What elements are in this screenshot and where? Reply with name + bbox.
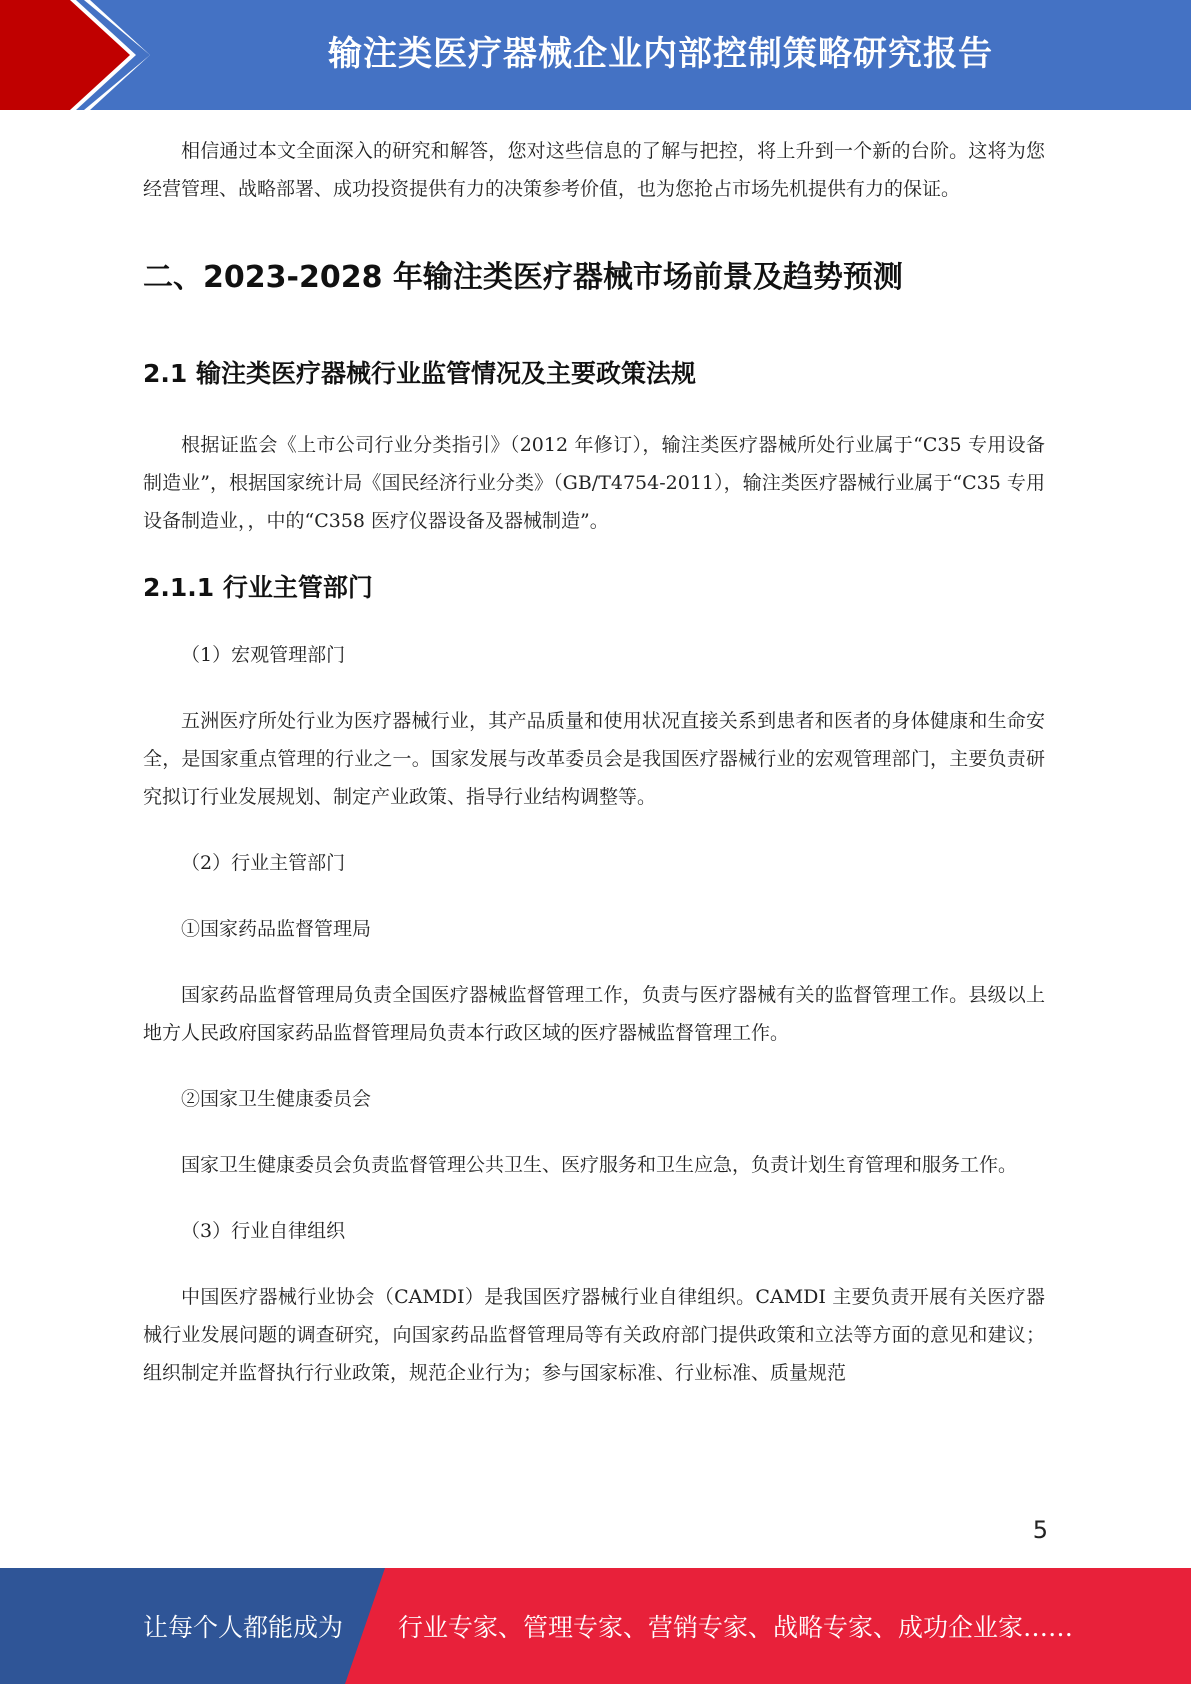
item-label-industry-dept: （2）行业主管部门 [181, 852, 346, 874]
item-text-self-regulation: 中国医疗器械行业协会（CAMDI）是我国医疗器械行业自律组织。CAMDI 主要负责开展有关医疗器械行业发展问题的调查研究，向国家药品监督管理局等有关政府部门提供政策和立法等方面的意见和建议；组织制定并监督执行行业政策，规范企业行为；参与国家标准、行业标准、质量规范 [143, 1286, 1045, 1384]
intro-paragraph: 相信通过本文全面深入的研究和解答，您对这些信息的了解与把控，将上升到一个新的台阶。这将为您经营管理、战略部署、成功投资提供有力的决策参考价值，也为您抢占市场先机提供有力的保证。 [143, 140, 1045, 200]
page-number: 5 [1032, 1516, 1048, 1544]
item-label-macro-dept: （1）宏观管理部门 [181, 644, 346, 666]
page-footer [0, 1568, 1191, 1684]
item-label-nhc: ②国家卫生健康委员会 [181, 1088, 372, 1110]
section-2-heading: 二、2023-2028 年输注类医疗器械市场前景及趋势预测 [143, 260, 903, 295]
report-title: 输注类医疗器械企业内部控制策略研究报告 [328, 34, 993, 74]
item-label-nmpa: ①国家药品监督管理局 [181, 918, 372, 940]
footer-slogan-right: 行业专家、管理专家、营销专家、战略专家、成功企业家…… [398, 1613, 1074, 1642]
page-content [143, 132, 1045, 1392]
item-text-macro-dept: 五洲医疗所处行业为医疗器械行业，其产品质量和使用状况直接关系到患者和医者的身体健康和生命安全，是国家重点管理的行业之一。国家发展与改革委员会是我国医疗器械行业的宏观管理部门，主要负责研究拟订行业发展规划、制定产业政策、指导行业结构调整等。 [143, 710, 1045, 808]
section-2-1-paragraph: 根据证监会《上市公司行业分类指引》（2012 年修订），输注类医疗器械所处行业属于“C35 专用设备制造业”，根据国家统计局《国民经济行业分类》（GB/T4754-2011），输注类医疗器械行业属于“C35 专用设备制造业，，中的“C358 医疗仪器设备及器械制造”。 [143, 434, 1045, 532]
item-text-nhc: 国家卫生健康委员会负责监督管理公共卫生、医疗服务和卫生应急，负责计划生育管理和服务工作。 [181, 1154, 1018, 1176]
footer-slogan-left: 让每个人都能成为 [143, 1613, 344, 1642]
section-2-1-heading: 2.1 输注类医疗器械行业监管情况及主要政策法规 [143, 359, 696, 388]
page-header [0, 0, 1191, 110]
item-label-self-regulation: （3）行业自律组织 [181, 1220, 346, 1242]
section-2-1-1-heading: 2.1.1 行业主管部门 [143, 573, 373, 602]
item-text-nmpa: 国家药品监督管理局负责全国医疗器械监督管理工作，负责与医疗器械有关的监督管理工作。县级以上地方人民政府国家药品监督管理局负责本行政区域的医疗器械监督管理工作。 [143, 984, 1045, 1044]
